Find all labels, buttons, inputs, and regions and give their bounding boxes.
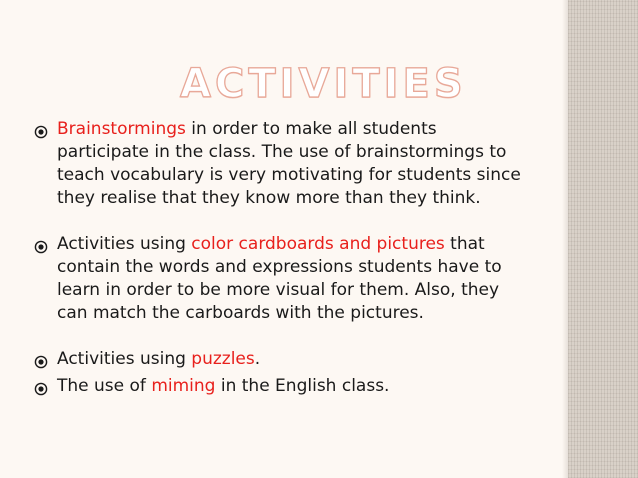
bullet-item — [34, 233, 524, 348]
bullet-suffix: . — [254, 349, 261, 369]
bullet-highlight: Brainstormings — [57, 119, 186, 139]
slide-title: ACTIVITIES — [180, 61, 467, 107]
textured-sidebar — [568, 0, 638, 478]
bullet-item — [34, 348, 524, 371]
bullet-prefix: Activities using — [57, 349, 192, 369]
bullet-prefix: Activities using — [57, 234, 192, 254]
bullet-text — [57, 375, 524, 398]
circled-dot-icon — [34, 382, 48, 396]
circled-dot-icon — [34, 355, 48, 369]
circled-dot-icon — [34, 240, 48, 254]
bullet-highlight: miming — [151, 376, 216, 396]
bullet-item — [34, 375, 524, 398]
bullet-suffix: that contain the words and expressions students have to learn in order to be more visual for them. Also, they can match the carboards with the pictures. — [57, 234, 502, 323]
bullet-suffix: in the English class. — [215, 376, 390, 396]
bullet-text — [57, 118, 524, 210]
bullet-suffix: in order to make all students participate in the class. The use of brainstormings to teach vocabulary is very motivating for students since they realise that they know more than they think. — [57, 119, 521, 208]
bullet-prefix: The use of — [57, 376, 152, 396]
bullet-item — [34, 118, 524, 233]
bullet-highlight: puzzles — [191, 349, 255, 369]
bullet-text — [57, 233, 524, 325]
circled-dot-icon — [34, 125, 48, 139]
bullet-list — [34, 118, 524, 398]
bullet-text — [57, 348, 524, 371]
bullet-highlight: color cardboards and pictures — [191, 234, 445, 254]
